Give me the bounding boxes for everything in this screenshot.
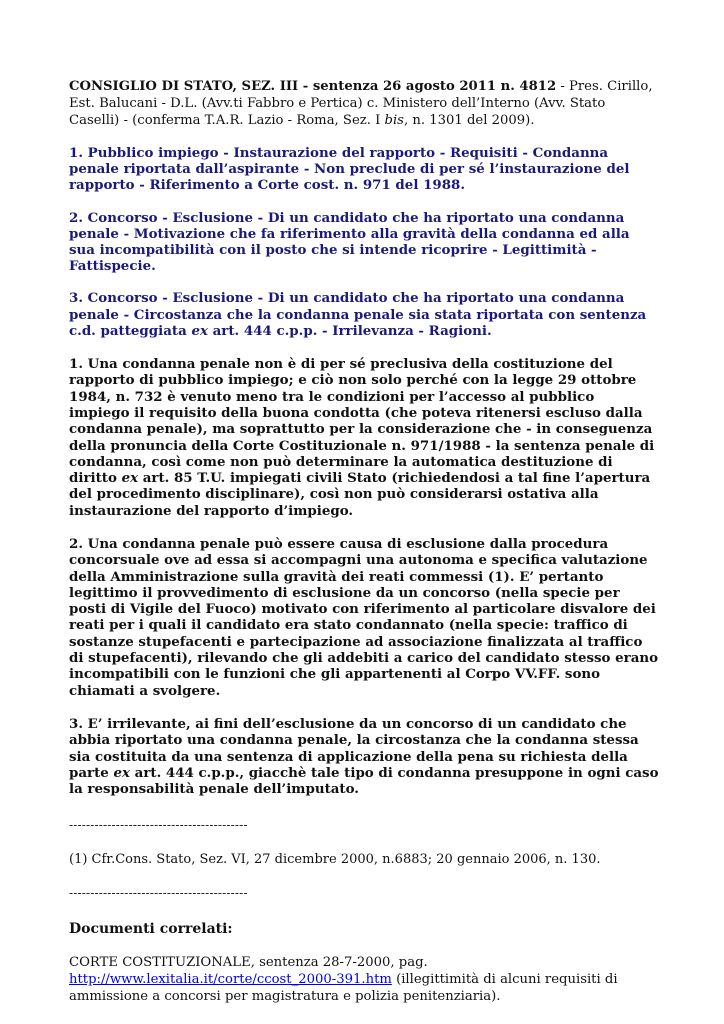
decision-header — [69, 78, 659, 129]
headnote-3-italic: ex — [191, 322, 208, 339]
related-documents-heading: Documenti correlati: — [69, 921, 233, 938]
massima-1-text: 1. Una condanna penale non è di per sé preclusiva della costituzione del rapporto di pubblico impiego; e ciò non solo perché con la legge 29 ottobre 1984, n. 732 è venuto meno tra le condizioni per l’accesso al pubblico impiego il requisito della buona condotta (che poteva ritenersi escluso dalla condanna penale), ma soprattutto per la considerazione che - in conseguenza della pronuncia della Corte Costituzionale n. 971/1988 - la sentenza penale di condanna, così come non può determinare la automatica destituzione di diritto — [69, 356, 655, 487]
headnote-3-tail: art. 444 c.p.p. - Irrilevanza - Ragioni. — [207, 322, 492, 339]
related-document-link[interactable]: http://www.lexitalia.it/corte/ccost_2000-391.htm — [69, 972, 392, 988]
related-document-entry — [69, 954, 659, 1005]
related-document-text: CORTE COSTITUZIONALE, sentenza 28-7-2000, pag. — [69, 955, 428, 971]
decision-appeal-ref: , n. 1301 del 2009). — [403, 113, 535, 128]
massima-1-tail: art. 85 T.U. impiegati civili Stato (richiedendosi a tal fine l’apertura del procedimento disciplinare), così non può considerarsi ostativa alla instaurazione del rapporto d’impiego. — [69, 470, 651, 519]
massima-1 — [69, 356, 659, 519]
massima-3 — [69, 716, 659, 797]
section-suffix: bis — [384, 113, 404, 128]
massima-1-italic: ex — [121, 470, 139, 487]
separator-line: ------------------------------------------ — [69, 818, 248, 833]
footnote: (1) Cfr.Cons. Stato, Sez. VI, 27 dicembre 2000, n.6883; 20 gennaio 2006, n. 130. — [69, 852, 601, 868]
massima-3-tail: art. 444 c.p.p., giacchè tale tipo di condanna presuppone in ogni caso la responsabilità penale dell’imputato. — [69, 764, 659, 798]
separator-line: ------------------------------------------ — [69, 886, 248, 901]
massima-3-text: 3. E’ irrilevante, ai fini dell’esclusione da un concorso di un candidato che abbia riportato una condanna penale, la circostanza che la condanna stessa sia costituita da una sentenza di applicazione della pena su richiesta della parte — [69, 715, 639, 781]
headnote-1: 1. Pubblico impiego - Instaurazione del rapporto - Requisiti - Condanna penale riportata dall’aspirante - Non preclude di per sé l’instaurazione del rapporto - Riferimento a Corte cost. n. 971 del 1988. — [69, 145, 630, 194]
headnote-3 — [69, 290, 659, 339]
massima-3-italic: ex — [113, 764, 130, 781]
document-body — [69, 78, 659, 1005]
massima-2: 2. Una condanna penale può essere causa di esclusione dalla procedura concorsuale ove ad essa si accompagni una autonoma e specifica valutazione della Amministrazione sulla gravità dei reati commessi (1). E’ pertanto legittimo il provvedimento di esclusione da un concorso (nella specie per posti di Vigile del Fuoco) motivato con riferimento al particolare disvalore dei reati per i quali il candidato era stato condannato (nella specie: traffico di sostanze stupefacenti e partecipazione ad associazione finalizzata al traffico di stupefacenti), rilevando che gli addebiti a carico del candidato stesso erano incompatibili con le funzioni che gli appartenenti al Corpo VV.FF. sono chiamati a svolgere. — [69, 536, 659, 699]
headnote-2: 2. Concorso - Esclusione - Di un candidato che ha riportato una condanna penale - Motivazione che fa riferimento alla gravità della condanna ed alla sua incompatibilità con il posto che si intende ricoprire - Legittimità - Fattispecie. — [69, 209, 630, 275]
decision-title: CONSIGLIO DI STATO, SEZ. III - sentenza 26 agosto 2011 n. 4812 — [69, 79, 557, 94]
related-document-description: (illegittimità di alcuni requisiti di ammissione a concorsi per magistratura e polizia penitenziaria). — [69, 972, 618, 1005]
headnote-3-text: 3. Concorso - Esclusione - Di un candidato che ha riportato una condanna penale - Circostanza che la condanna penale sia stata riportata con sentenza c.d. patteggiata — [69, 290, 647, 339]
decision-parties: - Pres. Cirillo, Est. Balucani - D.L. (Avv.ti Fabbro e Pertica) c. Ministero dell’Interno (Avv. Stato Caselli) - (conferma T.A.R. Lazio - Roma, Sez. I — [69, 79, 653, 128]
